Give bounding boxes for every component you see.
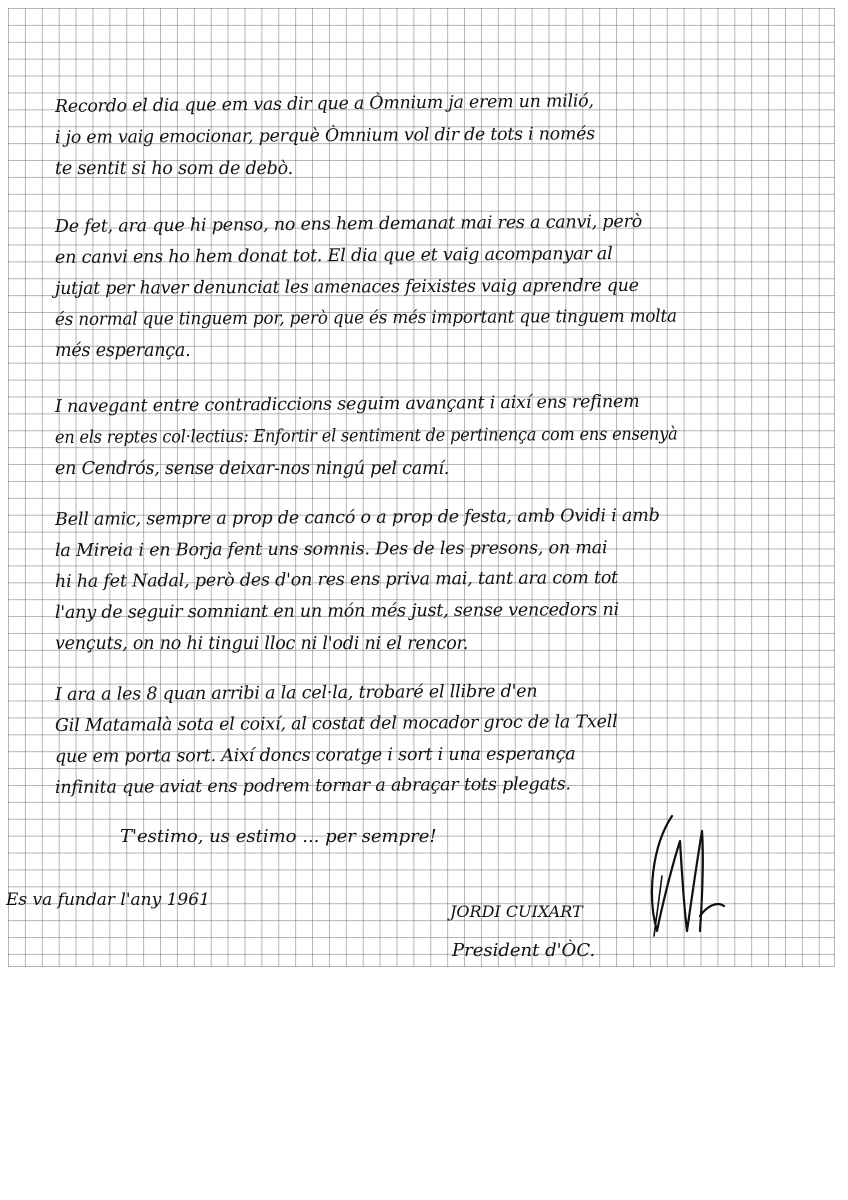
paragraph-5	[55, 680, 795, 804]
paragraph-line: Gil Matamalà sota el coixí, al costat del mocador groc de la Txell	[54, 712, 618, 736]
paragraph-line: l'any de seguir somniant en un món més just, sense vencedors ni	[54, 600, 620, 623]
paragraph-line: I ara a les 8 quan arribi a la cel·la, trobaré el llibre d'en	[54, 681, 538, 705]
paragraph-line: Recordo el dia que em vas dir que a Òmnium ja erem un milió,	[54, 91, 594, 117]
paragraph-2	[55, 212, 795, 367]
paragraph-line: i jo em vaig emocionar, perquè Òmnium vol dir de tots i només	[54, 124, 596, 148]
paragraph-line: vençuts, on no hi tingui lloc ni l'odi ni el rencor.	[55, 634, 469, 654]
paragraph-line: en els reptes col·lectius: Enfortir el sentiment de pertinença com ens ensenyà	[54, 424, 678, 448]
paragraph-line: que em porta sort. Així doncs coratge i sort i una esperança	[54, 744, 576, 767]
signer-role: President d'ÒC.	[452, 940, 596, 961]
paragraph-line: en Cendrós, sense deixar-nos ningú pel camí.	[55, 459, 450, 479]
handwritten-signature	[632, 806, 732, 946]
paragraph-line: en canvi ens ho hem donat tot. El dia que et vaig acompanyar al	[54, 244, 613, 268]
signer-name: JORDI CUIXART	[450, 902, 583, 921]
paragraph-3	[55, 392, 795, 485]
paragraph-line: és normal que tinguem por, però que és més important que tinguem molta	[54, 306, 677, 330]
paragraph-4	[55, 505, 795, 660]
paragraph-line: la Mireia i en Borja fent uns somnis. Des de les presons, on mai	[54, 538, 608, 561]
paragraph-line: I navegant entre contradiccions seguim avançant i així ens refinem	[54, 391, 640, 417]
paragraph-line: te sentit si ho som de debò.	[55, 159, 294, 179]
paragraph-line: De fet, ara que hi penso, no ens hem demanat mai res a canvi, però	[54, 211, 643, 237]
paragraph-line: més esperança.	[55, 341, 191, 361]
paragraph-line: jutjat per haver denunciat les amenaces feixistes vaig aprendre que	[54, 275, 639, 299]
paragraph-line: infinita que aviat ens podrem tornar a abraçar tots plegats.	[54, 774, 571, 798]
paragraph-line: Bell amic, sempre a prop de cancó o a prop de festa, amb Ovidi i amb	[54, 505, 660, 530]
paragraph-1	[55, 92, 795, 185]
founding-note: Es va fundar l'any 1961	[6, 890, 210, 910]
paragraph-line: hi ha fet Nadal, però des d'on res ens priva mai, tant ara com tot	[54, 568, 619, 592]
closing-line: T'estimo, us estimo ... per sempre!	[120, 826, 437, 847]
